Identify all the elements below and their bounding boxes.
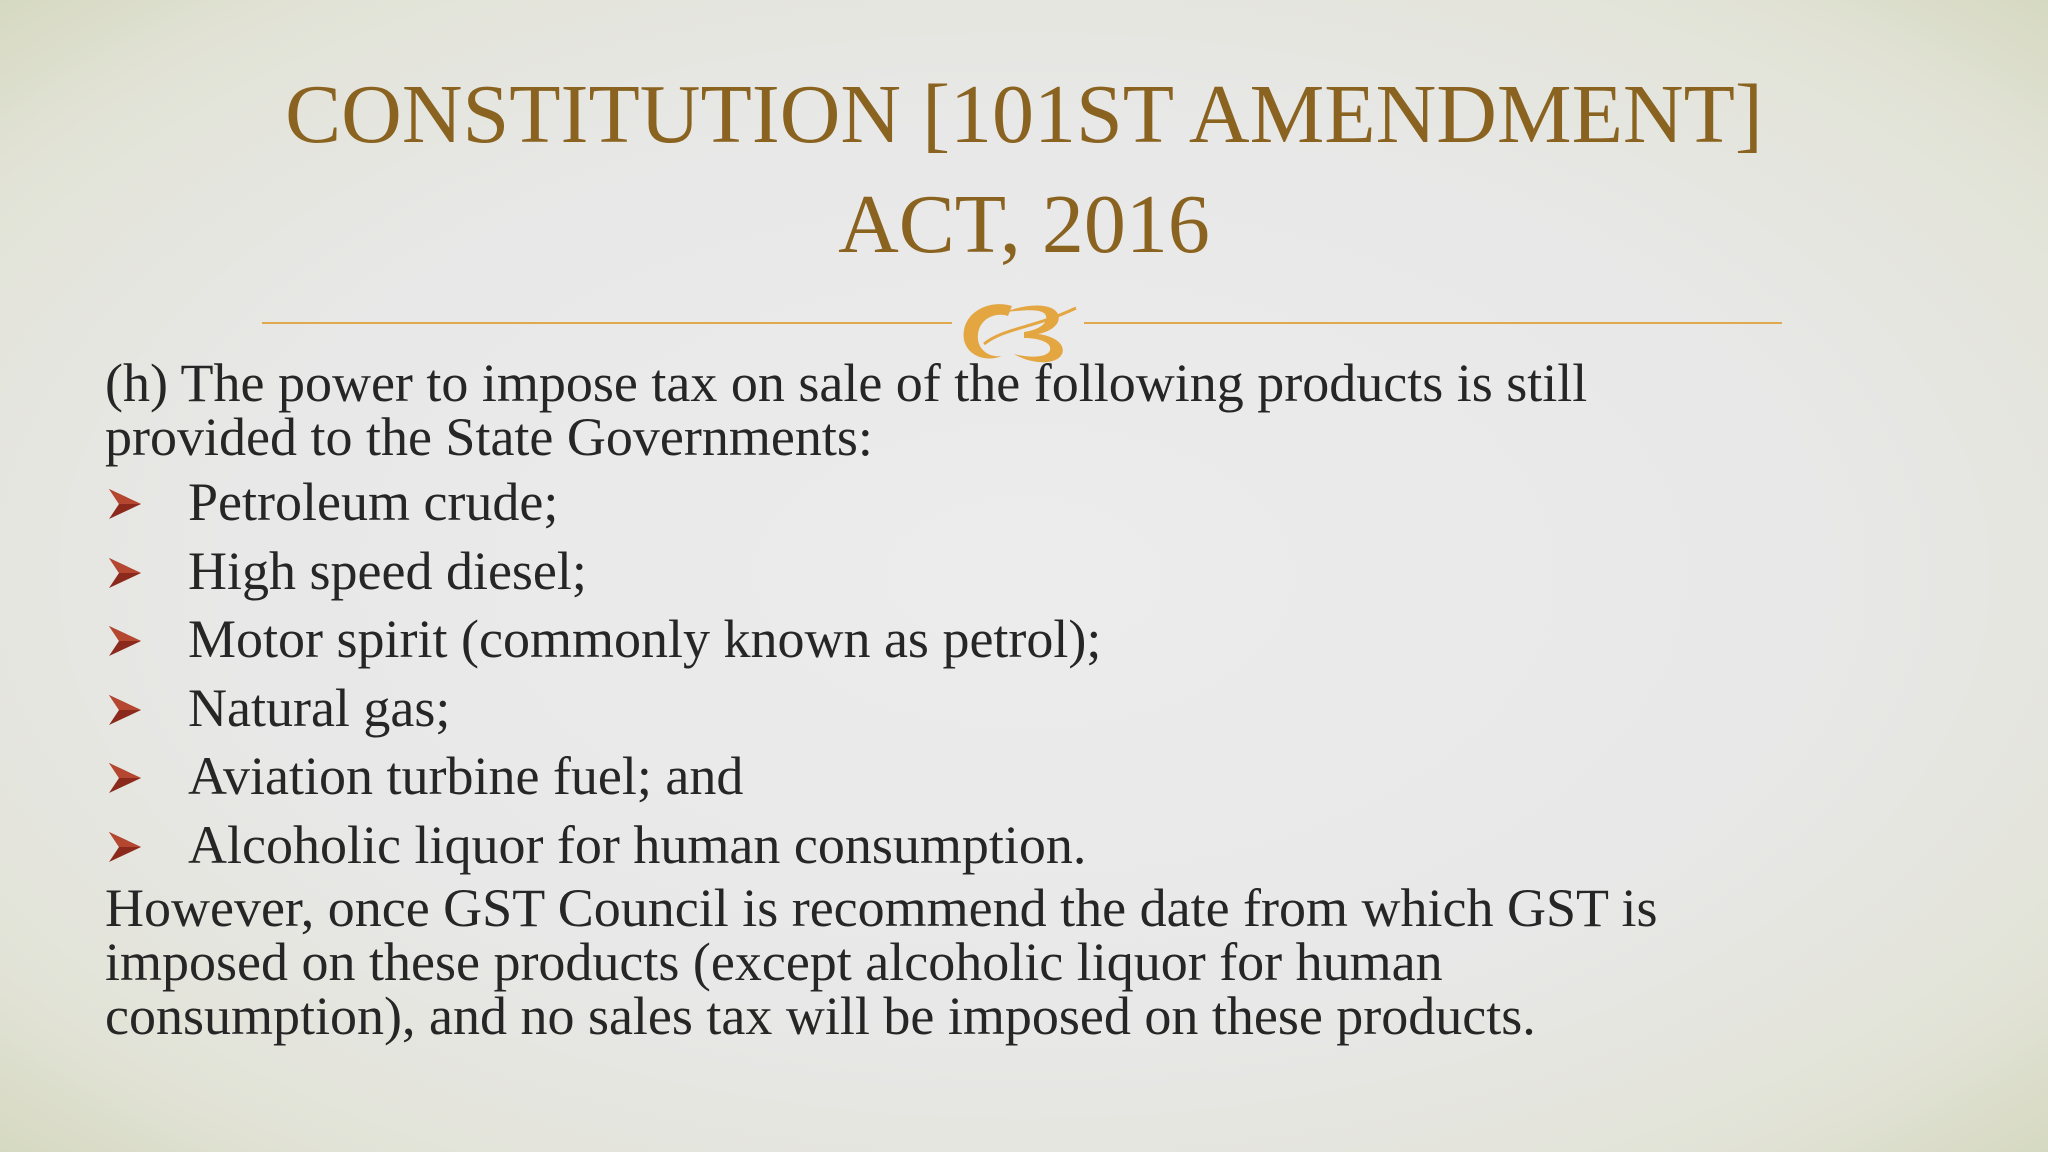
list-item: [105, 605, 1965, 674]
slide-title: [0, 60, 2048, 280]
intro-paragraph: [105, 353, 1965, 467]
list-item-text: Motor spirit (commonly known as petrol);: [188, 609, 1102, 669]
list-item-text: Petroleum crude;: [188, 472, 559, 532]
divider-rule-right: [1084, 322, 1782, 324]
list-item: [105, 742, 1965, 811]
list-item-text: High speed diesel;: [188, 540, 587, 601]
intro-line-2: provided to the State Governments:: [105, 407, 873, 467]
list-item: [105, 537, 1965, 606]
arrow-bullet-icon: [107, 624, 143, 658]
list-item-text: Aviation turbine fuel; and: [188, 746, 744, 806]
closing-line-2: imposed on these products (except alcoholic liquor for human: [105, 932, 1443, 992]
title-line-2: ACT, 2016: [838, 178, 1210, 271]
closing-line-1: However, once GST Council is recommend the date from which GST is: [105, 878, 1658, 938]
intro-line-1: (h) The power to impose tax on sale of the following products is still: [105, 353, 1588, 413]
closing-paragraph: [105, 878, 1965, 1046]
product-list: [105, 468, 1965, 879]
arrow-bullet-icon: [107, 830, 143, 864]
list-item-text: Alcoholic liquor for human consumption.: [188, 814, 1087, 875]
list-item: [105, 811, 1965, 880]
slide-body: [105, 353, 1965, 1046]
list-item: [105, 468, 1965, 537]
list-item: [105, 674, 1965, 743]
arrow-bullet-icon: [107, 693, 143, 727]
divider-rule-left: [262, 322, 952, 324]
arrow-bullet-icon: [107, 761, 143, 795]
arrow-bullet-icon: [107, 487, 143, 521]
list-item-text: Natural gas;: [188, 677, 451, 738]
title-line-1: CONSTITUTION [101ST AMENDMENT]: [285, 68, 1763, 161]
closing-line-3: consumption), and no sales tax will be imposed on these products.: [105, 986, 1536, 1046]
arrow-bullet-icon: [107, 556, 143, 590]
